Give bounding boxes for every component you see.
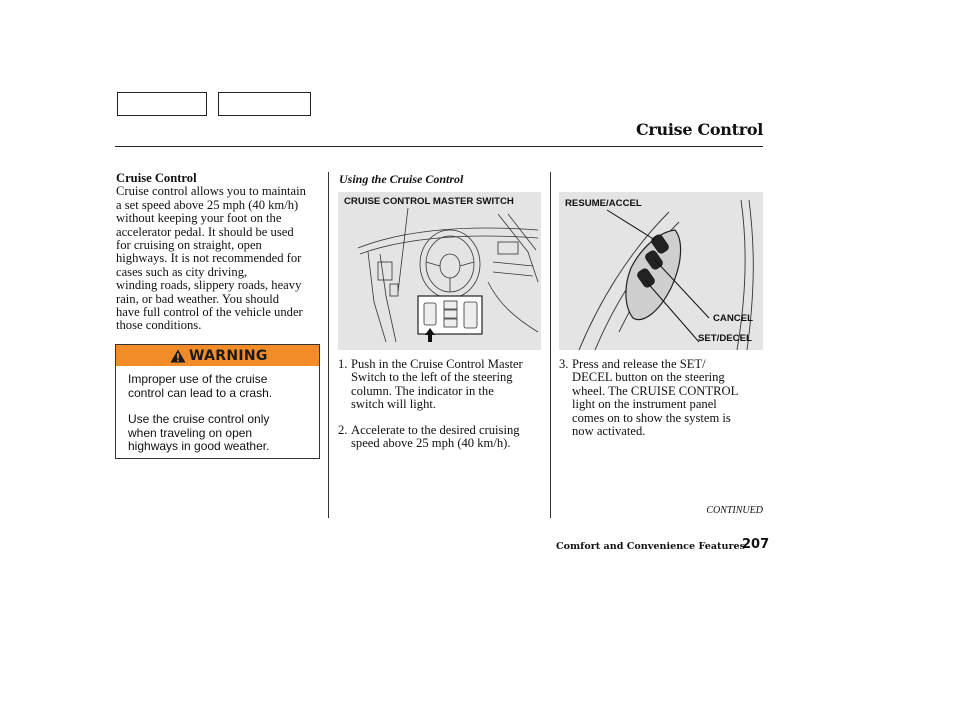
warning-header bbox=[116, 345, 319, 366]
left-column bbox=[116, 172, 324, 333]
section-heading: Cruise Control bbox=[116, 171, 197, 185]
text-line: when traveling on open bbox=[128, 425, 253, 440]
warning-paragraph-1 bbox=[128, 373, 311, 400]
nav-button-contents[interactable] bbox=[117, 92, 207, 116]
header-divider bbox=[115, 146, 763, 147]
master-switch-figure bbox=[338, 192, 541, 350]
footer-section-title: Comfort and Convenience Features bbox=[556, 541, 746, 552]
column-divider-1 bbox=[328, 172, 329, 518]
page-number: 207 bbox=[742, 537, 770, 552]
dashboard-illustration bbox=[338, 192, 541, 350]
text-line: Accelerate to the desired cruising bbox=[351, 423, 520, 437]
steering-wheel-illustration bbox=[559, 192, 763, 350]
text-line: control can lead to a crash. bbox=[128, 385, 273, 400]
text-line: winding roads, slippery roads, heavy bbox=[116, 278, 302, 293]
intro-paragraph bbox=[116, 185, 324, 332]
warning-box bbox=[115, 344, 320, 459]
text-line: cases such as city driving, bbox=[116, 264, 248, 279]
text-line: Cruise control allows you to maintain bbox=[116, 184, 306, 199]
text-line: Push in the Cruise Control Master bbox=[351, 357, 523, 371]
text-line: wheel. The CRUISE CONTROL bbox=[572, 383, 739, 398]
text-line: light on the instrument panel bbox=[572, 397, 717, 412]
subsection-heading: Using the Cruise Control bbox=[339, 172, 464, 186]
text-line: accelerator pedal. It should be used bbox=[116, 224, 294, 239]
text-line: column. The indicator in the bbox=[351, 383, 494, 398]
text-line: now activated. bbox=[572, 424, 646, 439]
text-line: Press and release the SET/ bbox=[572, 357, 706, 371]
warning-triangle-icon bbox=[170, 349, 186, 363]
step-number: 3. bbox=[559, 357, 569, 371]
figure-label-resume: RESUME/ACCEL bbox=[565, 198, 642, 209]
text-line: without keeping your foot on the bbox=[116, 211, 282, 226]
figure-label-master-switch: CRUISE CONTROL MASTER SWITCH bbox=[344, 196, 514, 207]
warning-paragraph-2 bbox=[128, 413, 311, 454]
step-number: 1. bbox=[338, 357, 348, 371]
text-line: Use the cruise control only bbox=[128, 412, 270, 426]
figure-label-cancel: CANCEL bbox=[713, 313, 753, 324]
text-line: highways in good weather. bbox=[128, 439, 270, 453]
text-line: for cruising on straight, open bbox=[116, 238, 262, 253]
text-line: rain, or bad weather. You should bbox=[116, 291, 279, 306]
text-line: DECEL button on the steering bbox=[572, 370, 725, 385]
figure-label-set: SET/DECEL bbox=[698, 333, 752, 344]
column-divider-2 bbox=[550, 172, 551, 518]
text-line: highways. It is not recommended for bbox=[116, 251, 302, 266]
text-line: those conditions. bbox=[116, 318, 202, 333]
step-number: 2. bbox=[338, 423, 348, 437]
continued-label: CONTINUED bbox=[706, 505, 763, 516]
text-line: a set speed above 25 mph (40 km/h) bbox=[116, 197, 299, 212]
text-line: Improper use of the cruise bbox=[128, 372, 268, 386]
text-line: switch will light. bbox=[351, 397, 437, 412]
page-title: Cruise Control bbox=[635, 120, 763, 139]
nav-button-index[interactable] bbox=[218, 92, 311, 116]
text-line: Switch to the left of the steering bbox=[351, 370, 513, 385]
text-line: have full control of the vehicle under bbox=[116, 305, 303, 320]
text-line: comes on to show the system is bbox=[572, 410, 731, 425]
steering-buttons-figure bbox=[559, 192, 763, 350]
warning-label: WARNING bbox=[189, 347, 268, 364]
text-line: speed above 25 mph (40 km/h). bbox=[351, 436, 511, 451]
